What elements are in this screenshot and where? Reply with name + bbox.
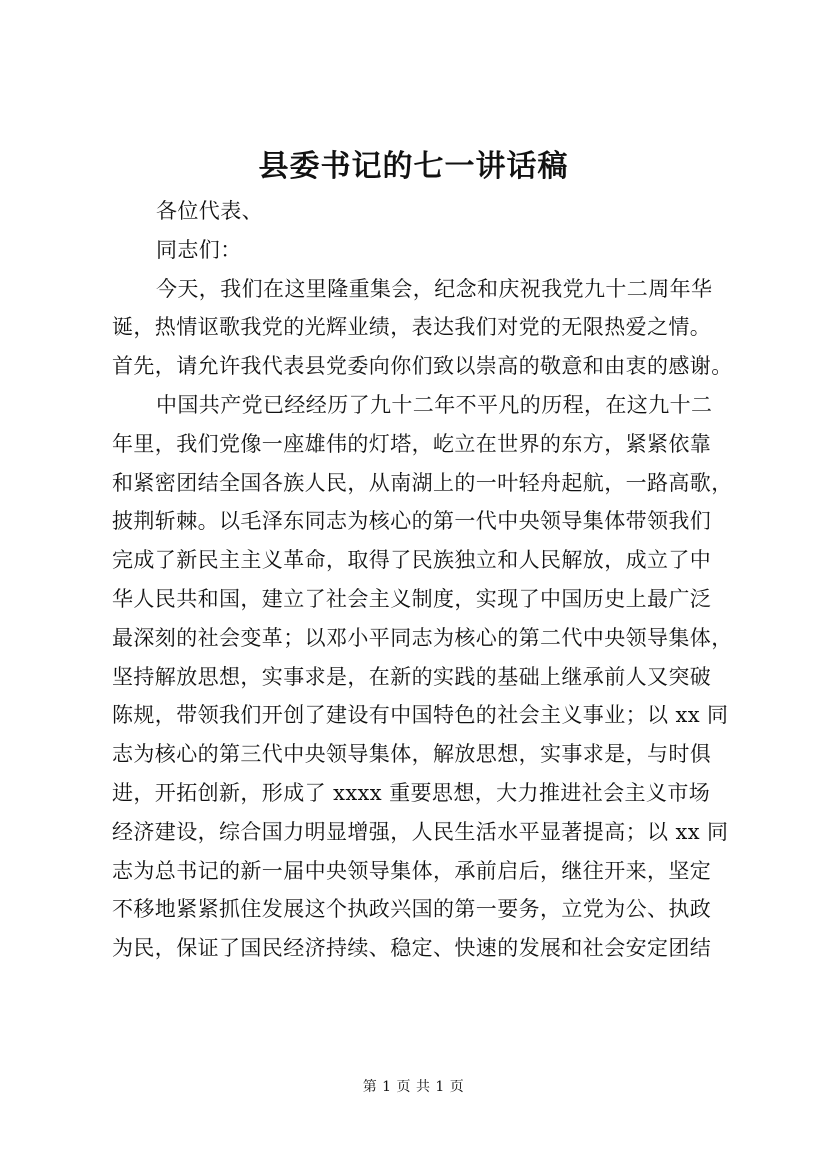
- paragraph-line: 经济建设，综合国力明显增强，人民生活水平显著提高；以 xx 同: [112, 819, 729, 844]
- greeting-line: 各位代表、: [156, 199, 263, 223]
- paragraph-line: 坚持解放思想，实事求是，在新的实践的基础上继承前人又突破: [112, 664, 712, 689]
- paragraph-line: 年里，我们党像一座雄伟的灯塔，屹立在世界的东方，紧紧依靠: [112, 431, 712, 456]
- paragraph-line: 陈规，带领我们开创了建设有中国特色的社会主义事业；以 xx 同: [112, 703, 729, 728]
- paragraph-line: 首先，请允许我代表县党委向你们致以崇高的敬意和由衷的感谢。: [112, 354, 733, 379]
- paragraph-line: 完成了新民主主义革命，取得了民族独立和人民解放，成立了中: [112, 548, 712, 573]
- paragraph-line: 披荆斩棘。以毛泽东同志为核心的第一代中央领导集体带领我们: [112, 509, 712, 534]
- paragraph-line: 为民，保证了国民经济持续、稳定、快速的发展和社会安定团结: [112, 936, 712, 961]
- paragraph-line: 最深刻的社会变革；以邓小平同志为核心的第二代中央领导集体，: [112, 625, 733, 650]
- paragraph-line: 和紧密团结全国各族人民，从南湖上的一叶轻舟起航，一路高歌，: [112, 470, 733, 495]
- paragraph-line: 今天，我们在这里隆重集会，纪念和庆祝我党九十二周年华: [156, 276, 713, 301]
- paragraph-line: 诞，热情讴歌我党的光辉业绩，表达我们对党的无限热爱之情。: [112, 315, 712, 340]
- paragraph-line: 进，开拓创新，形成了 xxxx 重要思想，大力推进社会主义市场: [112, 780, 711, 805]
- paragraph-line: 志为核心的第三代中央领导集体，解放思想，实事求是，与时俱: [112, 742, 712, 767]
- page-footer: 第 1 页 共 1 页: [362, 1079, 465, 1095]
- paragraph-line: 中国共产党已经经历了九十二年不平凡的历程，在这九十二: [156, 392, 713, 417]
- paragraph-line: 志为总书记的新一届中央领导集体，承前启后，继往开来，坚定: [112, 858, 712, 883]
- paragraph-line: 不移地紧紧抓住发展这个执政兴国的第一要务，立党为公、执政: [112, 897, 712, 922]
- paragraph-line: 华人民共和国，建立了社会主义制度，实现了中国历史上最广泛: [112, 586, 712, 611]
- document-body: [112, 192, 734, 968]
- greeting-line: 同志们：: [156, 237, 242, 262]
- document-title: 县委书记的七一讲话稿: [258, 149, 569, 184]
